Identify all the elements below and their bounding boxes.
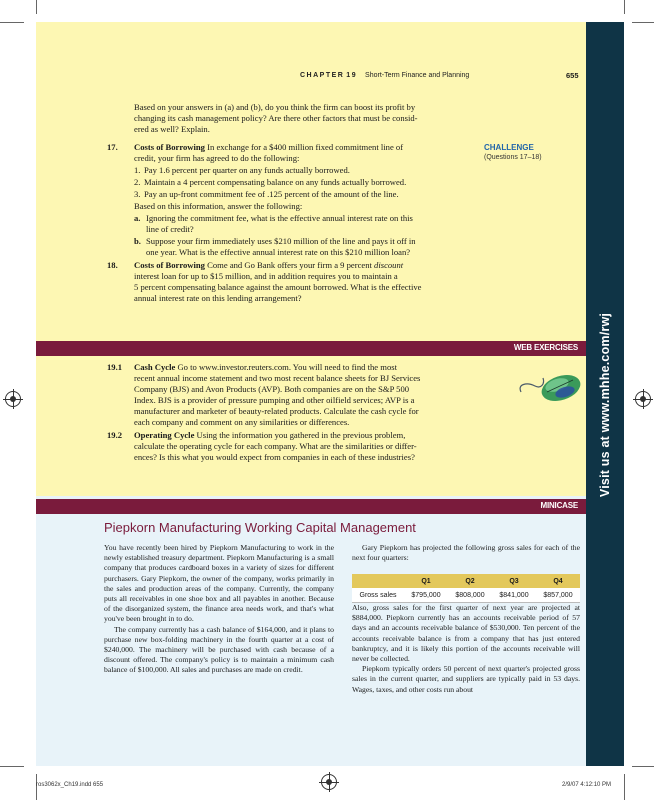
crop-mark <box>624 0 625 14</box>
q18-line: interest loan for up to $15 million, and in addition requires you to maintain a <box>134 271 398 281</box>
footer-file-slug: ros3062x_Ch19.indd 655 <box>36 782 104 788</box>
minicase-right-column-intro <box>352 543 580 563</box>
computer-mouse-icon <box>515 362 585 407</box>
crop-mark <box>624 774 625 800</box>
registration-mark-icon <box>321 774 337 790</box>
table-cell: $808,000 <box>448 588 492 603</box>
exercise-19-2-line: calculate the operating cycle for each company. What are the similarities or differ- <box>134 441 417 451</box>
q17-line1-text: In exchange for a $400 million fixed commitment line of <box>207 142 404 152</box>
q18-discount-word: discount <box>374 260 404 270</box>
exercise-19-2-number: 19.2 <box>107 430 123 440</box>
exercise-19-1-line: manufacturer and marketer of beauty-related products. Calculate the cash cycle for <box>134 406 419 416</box>
page-number: 655 <box>566 71 579 80</box>
chapter-number: 19 <box>346 72 358 79</box>
crop-mark <box>36 0 37 14</box>
q17-item-text: Pay an up-front commitment fee of .125 percent of the amount of the line. <box>144 189 399 199</box>
footer-timestamp: 2/9/07 4:12:10 PM <box>562 782 612 788</box>
exercise-19-1-line: recent annual income statement and two most recent balance sheets for BJ Services <box>134 373 421 383</box>
q17-line: credit, your firm has agreed to do the following: <box>134 153 300 163</box>
table-cell: $841,000 <box>492 588 536 603</box>
q16-continuation-line: changing its cash management policy? Are there other factors that must be consid- <box>134 113 418 123</box>
q16-continuation-line: ered as well? Explain. <box>134 124 210 134</box>
section-title: Short-Term Finance and Planning <box>365 72 470 79</box>
minicase-paragraph: Piepkorn typically orders 50 percent of next quarter's projected gross sales in the current quarter, and suppliers are typically paid in 53 days. Wages, taxes, and other costs run about <box>352 664 580 694</box>
q18-line1-text: Come and Go Bank offers your firm a 9 percent <box>207 260 372 270</box>
registration-mark-icon <box>5 391 21 407</box>
exercise-19-1-line <box>134 362 397 373</box>
q17-item-number: 1. <box>134 165 141 175</box>
table-header-cell: Q3 <box>492 574 536 588</box>
minicase-paragraph: You have recently been hired by Piepkorn Manufacturing to work in the newly established treasury department. Piepkorn Manufacturing is a small company that produces cardboard boxes in a variety of sizes for different purchasers. Gary Piepkorn, the owner of the company, works primarily in the sales and production areas of the company. Currently, the company puts all receivables in one shoe box and all payables in another. Because of the disorganized system, the finance area needs work, and that's what you've been brought in to do. <box>104 543 334 624</box>
table-header-cell: Q2 <box>448 574 492 588</box>
q17-item-number: 2. <box>134 177 141 187</box>
challenge-title: CHALLENGE <box>484 143 534 152</box>
q17-b-line: one year. What is the effective annual interest rate on this $210 million loan? <box>146 247 411 257</box>
table-cell: $857,000 <box>536 588 580 603</box>
exercise-19-2-line: ences? Is this what you would expect from companies in each of these industries? <box>134 452 415 462</box>
q18-line: 5 percent compensating balance against the amount borrowed. What is the effective <box>134 282 422 292</box>
q18-title: Costs of Borrowing <box>134 260 205 270</box>
exercise-19-1-number: 19.1 <box>107 362 123 372</box>
chapter-label: CHAPTER <box>300 72 345 79</box>
web-exercises-bar <box>36 341 586 356</box>
q17-a-line: line of credit? <box>146 224 194 234</box>
web-exercises-header: WEB EXERCISES <box>513 343 578 352</box>
sidebar-url-text: Visit us at www.mhhe.com/rwj <box>598 312 612 498</box>
minicase-left-column <box>104 543 334 676</box>
q18-line: annual interest rate on this lending arrangement? <box>134 293 302 303</box>
minicase-paragraph: Also, gross sales for the first quarter of next year are projected at $884,000. Piepkorn currently has an accounts receivable period of 57 days and an accounts receivable balance of $530,000. Ten percent of the accounts receivable balance is from a company that has just entered bankruptcy, and it is likely this portion of the accounts receivable will never be collected. <box>352 603 580 664</box>
table-row-label: Gross sales <box>352 588 404 603</box>
q17-a-label: a. <box>134 213 141 223</box>
q17-line <box>134 142 403 153</box>
q17-intro: Based on this information, answer the following: <box>134 201 303 211</box>
running-head <box>300 72 469 79</box>
q17-item-text: Maintain a 4 percent compensating balance on any funds actually borrowed. <box>144 177 407 187</box>
challenge-note <box>484 143 542 161</box>
table-header-cell: Q4 <box>536 574 580 588</box>
exercise-19-1-line1-text: Go to www.investor.reuters.com. You will need to find the most <box>177 362 397 372</box>
crop-mark <box>632 22 654 23</box>
q17-item-text: Pay 1.6 percent per quarter on any funds actually borrowed. <box>144 165 350 175</box>
exercise-19-2-title: Operating Cycle <box>134 430 195 440</box>
q18-number: 18. <box>107 260 118 270</box>
minicase-title: Piepkorn Manufacturing Working Capital Management <box>104 520 416 535</box>
q16-continuation-line: Based on your answers in (a) and (b), do you think the firm can boost its profit by <box>134 102 416 112</box>
table-header-row <box>352 574 580 588</box>
table-header-cell <box>352 574 404 588</box>
crop-mark <box>0 766 24 767</box>
table-header-cell: Q1 <box>404 574 448 588</box>
gross-sales-table <box>352 574 580 603</box>
q17-b-label: b. <box>134 236 141 246</box>
exercise-19-1-line: Index. BJS is a provider of pressure pumping and other oilfield services; AVP is a <box>134 395 415 405</box>
challenge-subtitle: (Questions 17–18) <box>484 154 542 161</box>
minicase-header: MINICASE <box>540 501 578 510</box>
minicase-bar <box>36 499 586 514</box>
exercise-19-1-title: Cash Cycle <box>134 362 176 372</box>
crop-mark <box>632 766 654 767</box>
q18-line <box>134 260 403 271</box>
q17-item-number: 3. <box>134 189 141 199</box>
exercise-19-2-line <box>134 430 405 441</box>
crop-mark <box>0 22 24 23</box>
table-cell: $795,000 <box>404 588 448 603</box>
minicase-right-column <box>352 603 580 695</box>
registration-mark-icon <box>635 391 651 407</box>
q17-title: Costs of Borrowing <box>134 142 205 152</box>
table-row <box>352 588 580 603</box>
exercise-19-2-line1-text: Using the information you gathered in the previous problem, <box>196 430 406 440</box>
q17-a-line: Ignoring the commitment fee, what is the effective annual interest rate on this <box>146 213 413 223</box>
exercise-19-1-line: Company (BJS) and Avon Products (AVP). Both companies are on the S&P 500 <box>134 384 410 394</box>
exercise-19-1-line: each company and comment on any similarities or differences. <box>134 417 350 427</box>
q17-b-line: Suppose your firm immediately uses $210 million of the line and pays it off in <box>146 236 416 246</box>
minicase-paragraph: Gary Piepkorn has projected the following gross sales for each of the next four quarters: <box>352 543 580 563</box>
q17-number: 17. <box>107 142 118 152</box>
minicase-paragraph: The company currently has a cash balance of $164,000, and it plans to purchase new box-folding machinery in the fourth quarter at a cost of $240,000. The machinery will be purchased with cash because of a discount offered. The company's policy is to maintain a minimum cash balance of $100,000. All sales and purchases are made on credit. <box>104 624 334 675</box>
